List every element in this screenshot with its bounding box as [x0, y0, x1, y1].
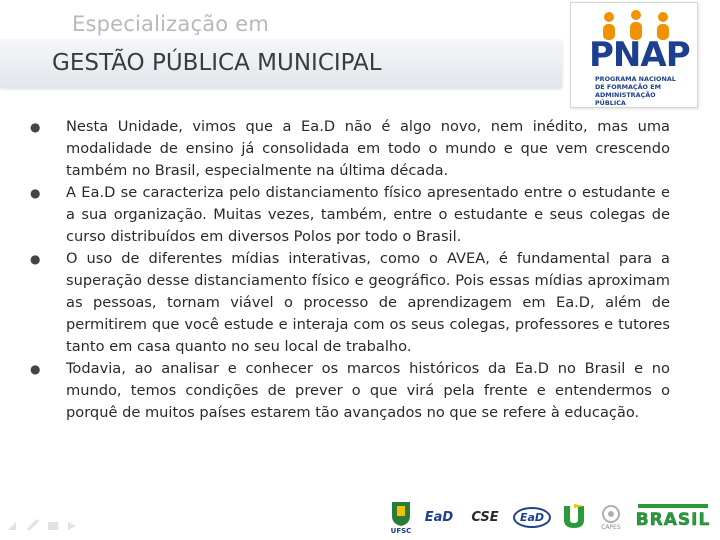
capes-label: CAPES	[601, 523, 621, 531]
brasil-logo	[634, 500, 712, 534]
course-title-line1: Especialização em	[72, 12, 269, 36]
slide-header	[0, 0, 720, 112]
bullet-text: Nesta Unidade, vimos que a Ea.D não é algo novo, nem inédito, mas uma modalidade de ensino já consolidada em todo o mundo e que vem crescendo também no Brasil, especialmente na última década.	[66, 118, 670, 179]
ufsc-logo	[388, 500, 414, 534]
ead-logo-2	[512, 500, 552, 534]
brasil-bar	[638, 504, 708, 508]
bullet-item	[30, 358, 670, 424]
bullet-icon: ●	[30, 186, 41, 200]
bullet-item	[30, 248, 670, 358]
bullet-icon: ●	[30, 120, 41, 134]
pnap-logo	[570, 2, 698, 108]
bullet-list	[30, 116, 670, 424]
ufsc-crest-icon	[388, 500, 414, 534]
bullet-item	[30, 182, 670, 248]
bullet-item	[30, 116, 670, 182]
bullet-icon: ●	[30, 362, 41, 376]
bullet-text: Todavia, ao analisar e conhecer os marcos históricos da Ea.D no Brasil e no mundo, temos condições de prever o que virá pela frente e entendermos o porquê de muitos países estarem tão avançados no que se refere à educação.	[66, 360, 670, 421]
ead-label-1: EaD	[424, 509, 454, 525]
title-band	[0, 40, 562, 88]
bullet-text: O uso de diferentes mídias interativas, como o AVEA, é fundamental para a superação desse distanciamento físico e geográfico. Pois essas mídias aproximam as pessoas, tornam viável o processo de aprendizagem em Ea.D, além de permitirem que você estude e interaja com os seus colegas, professores e tutores tanto em casa quanto no seu local de trabalho.	[66, 250, 670, 355]
slideshow-controls-icon[interactable]	[4, 514, 84, 534]
bullet-text: A Ea.D se caracteriza pelo distanciamento físico apresentado entre o estudante e a sua organização. Muitas vezes, também, entre o estudante e seus colegas de curso distribuídos em diversos Polos por todo o Brasil.	[66, 184, 670, 245]
ead-label-2: EaD	[513, 507, 551, 528]
pnap-logo-subtitle: PROGRAMA NACIONAL DE FORMAÇÃO EM ADMINISTRAÇÃO PÚBLICA	[595, 75, 676, 107]
cse-logo	[466, 500, 504, 534]
pnap-logo-word: PNAP	[589, 35, 690, 75]
cse-label: CSE	[471, 509, 499, 525]
bullet-icon: ●	[30, 252, 41, 266]
course-title-line2: GESTÃO PÚBLICA MUNICIPAL	[52, 50, 382, 76]
uab-logo	[560, 500, 588, 534]
ufsc-label: UFSC	[390, 527, 412, 534]
capes-logo	[594, 500, 628, 534]
uab-icon	[561, 502, 587, 532]
capes-icon	[599, 504, 623, 524]
brasil-label: BRASIL	[635, 510, 711, 530]
ead-logo-1	[422, 500, 456, 534]
